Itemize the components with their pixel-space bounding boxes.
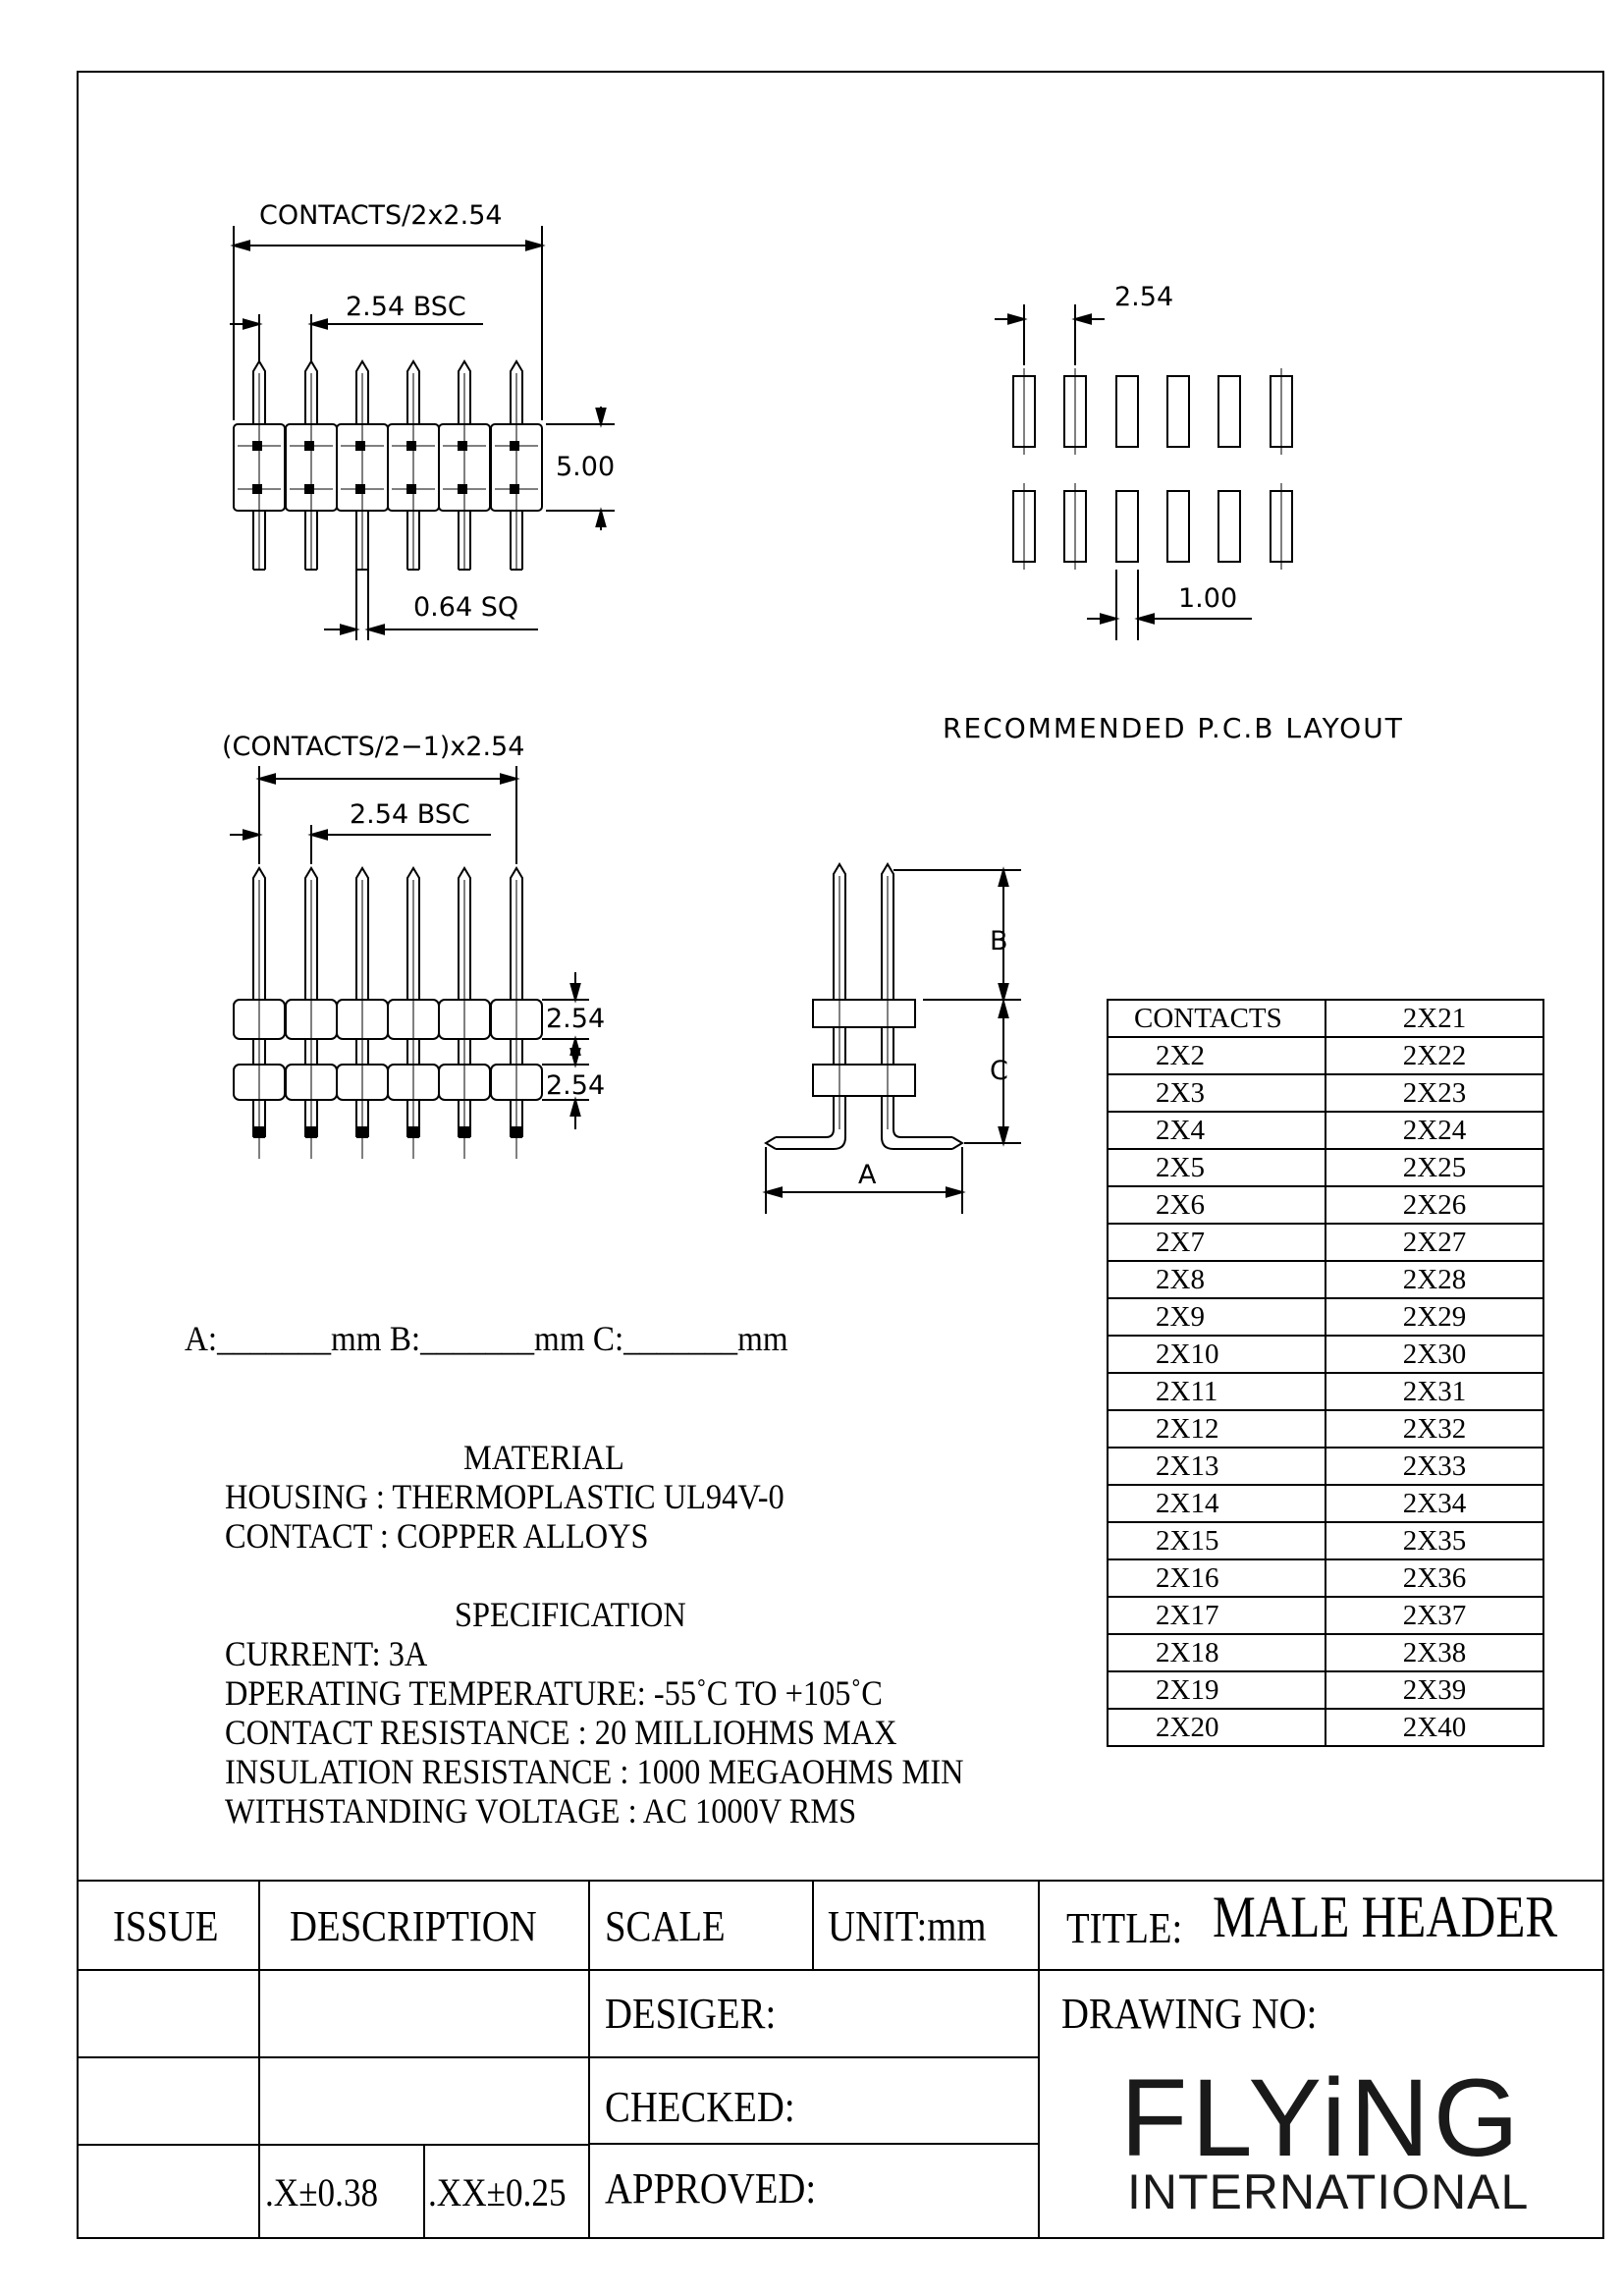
table-cell: 2X7: [1108, 1224, 1325, 1261]
dim-side-a: A: [858, 1160, 877, 1190]
table-cell: 2X37: [1325, 1597, 1543, 1634]
drawing-no-label: DRAWING NO:: [1061, 1990, 1318, 2038]
title-label: TITLE:: [1066, 1904, 1183, 1952]
table-cell: 2X19: [1108, 1671, 1325, 1709]
spec-line: INSULATION RESISTANCE : 1000 MEGAOHMS MIN: [225, 1752, 964, 1791]
spec-line: WITHSTANDING VOLTAGE : AC 1000V RMS: [225, 1791, 857, 1831]
table-cell: 2X38: [1325, 1634, 1543, 1671]
table-cell: 2X11: [1108, 1373, 1325, 1410]
dim-pcb-pitch: 2.54: [1114, 282, 1174, 312]
dim-side-b: B: [990, 926, 1008, 957]
issue-header: ISSUE: [113, 1902, 219, 1950]
table-cell: 2X23: [1325, 1074, 1543, 1112]
company-logo-subtitle: INTERNATIONAL: [1127, 2164, 1530, 2219]
spec-line: CURRENT: 3A: [225, 1634, 428, 1673]
table-cell: 2X15: [1108, 1522, 1325, 1559]
table-cell: 2X27: [1325, 1224, 1543, 1261]
table-cell: 2X5: [1108, 1149, 1325, 1186]
material-contact: CONTACT : COPPER ALLOYS: [225, 1516, 649, 1556]
table-cell: 2X36: [1325, 1559, 1543, 1597]
table-cell: 2X28: [1325, 1261, 1543, 1298]
table-cell: 2X3: [1108, 1074, 1325, 1112]
dim-row2-height: 2.54: [546, 1070, 606, 1101]
dim-pin-size: 0.64 SQ: [413, 592, 519, 623]
table-cell: 2X17: [1108, 1597, 1325, 1634]
dim-side-c: C: [990, 1056, 1008, 1086]
abc-dimension-line: A:_______mm B:_______mm C:_______mm: [185, 1319, 788, 1358]
table-cell: CONTACTS: [1108, 1000, 1325, 1037]
table-cell: 2X35: [1325, 1522, 1543, 1559]
table-cell: 2X4: [1108, 1112, 1325, 1149]
material-heading: MATERIAL: [463, 1438, 624, 1477]
table-cell: 2X18: [1108, 1634, 1325, 1671]
table-cell: 2X40: [1325, 1709, 1543, 1746]
table-cell: 2X33: [1325, 1448, 1543, 1485]
table-cell: 2X24: [1325, 1112, 1543, 1149]
table-cell: 2X12: [1108, 1410, 1325, 1448]
dim-top-height: 5.00: [556, 452, 616, 482]
table-cell: 2X21: [1325, 1000, 1543, 1037]
table-cell: 2X8: [1108, 1261, 1325, 1298]
table-cell: 2X13: [1108, 1448, 1325, 1485]
dim-row1-height: 2.54: [546, 1004, 606, 1034]
dim-front-width: (CONTACTS/2−1)x2.54: [222, 732, 525, 762]
table-cell: 2X10: [1108, 1336, 1325, 1373]
unit-label: UNIT:mm: [828, 1902, 987, 1950]
approved-label: APPROVED:: [605, 2164, 817, 2213]
dim-pcb-hole: 1.00: [1178, 583, 1238, 614]
table-cell: 2X2: [1108, 1037, 1325, 1074]
description-header: DESCRIPTION: [290, 1902, 537, 1950]
tolerance-x: .X±0.38: [265, 2170, 379, 2214]
designer-label: DESIGER:: [605, 1990, 777, 2038]
table-cell: 2X16: [1108, 1559, 1325, 1597]
table-cell: 2X34: [1325, 1485, 1543, 1522]
table-cell: 2X32: [1325, 1410, 1543, 1448]
table-cell: 2X14: [1108, 1485, 1325, 1522]
tolerance-xx: .XX±0.25: [428, 2170, 567, 2214]
scale-label: SCALE: [605, 1902, 726, 1950]
table-cell: 2X26: [1325, 1186, 1543, 1224]
table-cell: 2X9: [1108, 1298, 1325, 1336]
pcb-layout-caption: RECOMMENDED P.C.B LAYOUT: [943, 712, 1404, 744]
table-cell: 2X22: [1325, 1037, 1543, 1074]
dim-top-width: CONTACTS/2x2.54: [259, 200, 503, 231]
table-cell: 2X6: [1108, 1186, 1325, 1224]
material-housing: HOUSING : THERMOPLASTIC UL94V-0: [225, 1477, 784, 1516]
table-cell: 2X25: [1325, 1149, 1543, 1186]
spec-line: DPERATING TEMPERATURE: -55˚C TO +105˚C: [225, 1673, 883, 1713]
spec-line: CONTACT RESISTANCE : 20 MILLIOHMS MAX: [225, 1713, 897, 1752]
checked-label: CHECKED:: [605, 2083, 795, 2131]
specification-heading: SPECIFICATION: [455, 1595, 686, 1634]
table-cell: 2X39: [1325, 1671, 1543, 1709]
dim-top-pitch: 2.54 BSC: [346, 292, 466, 322]
company-logo: FLYiNG: [1120, 2056, 1523, 2179]
table-cell: 2X31: [1325, 1373, 1543, 1410]
dim-front-pitch: 2.54 BSC: [350, 799, 470, 830]
table-cell: 2X30: [1325, 1336, 1543, 1373]
drawing-title: MALE HEADER: [1213, 1885, 1558, 1949]
table-cell: 2X29: [1325, 1298, 1543, 1336]
table-cell: 2X20: [1108, 1709, 1325, 1746]
